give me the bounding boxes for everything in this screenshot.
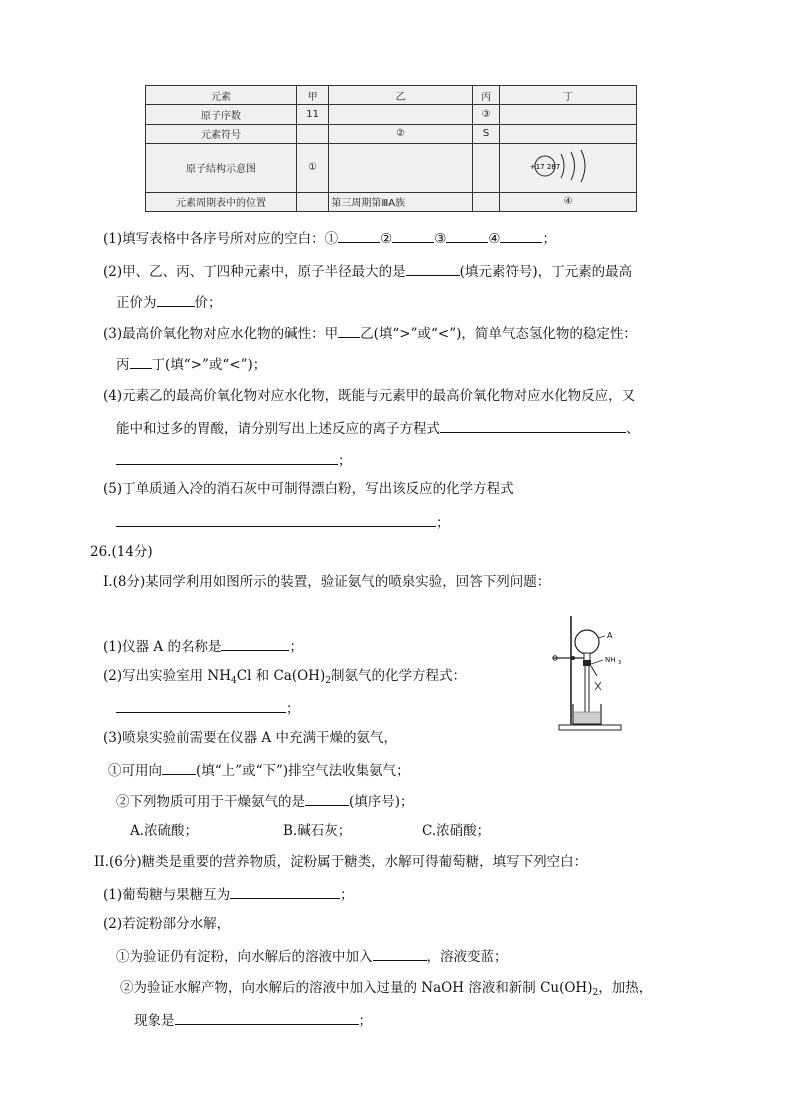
q25-5: (5)丁单质通入冷的消石灰中可制得漂白粉，写出该反应的化学方程式 <box>103 481 514 497</box>
table-cell <box>500 105 637 124</box>
q26-part2-intro: II.(6分)糖类是重要的营养物质，淀粉属于糖类，水解可得葡萄糖，填写下列空白： <box>94 854 588 870</box>
element-table <box>145 85 637 212</box>
chlorine-structure-diagram <box>500 143 637 192</box>
table-cell <box>329 143 473 192</box>
table-cell: ② <box>329 124 473 143</box>
header-ding: 丁 <box>500 86 637 105</box>
table-cell <box>500 124 637 143</box>
answer-blank[interactable] <box>116 698 286 713</box>
label-nh3-sub: 3 <box>618 660 622 666</box>
answer-blank[interactable] <box>446 228 488 243</box>
table-cell: 11 <box>297 105 329 124</box>
answer-blank[interactable] <box>338 323 360 338</box>
answer-blank[interactable] <box>440 418 626 433</box>
table-cell <box>297 192 329 211</box>
q25-4: (4)元素乙的最高价氧化物对应水化物，既能与元素甲的最高价氧化物对应水化物反应，又 <box>103 388 636 404</box>
answer-blank[interactable] <box>116 512 436 527</box>
answer-blank[interactable] <box>175 1010 359 1025</box>
q26-2-line: ； <box>116 698 300 718</box>
q26-part1-intro: I.(8分)某同学利用如图所示的装置，验证氨气的喷泉实验，回答下列问题： <box>103 574 551 590</box>
q25-1: (1)填写表格中各序号所对应的空白：① ② ③ ④ ； <box>103 228 556 248</box>
q25-2: (2)甲、乙、丙、丁四种元素中，原子半径最大的是 (填元素符号)，丁元素的最高 <box>103 261 632 281</box>
header-jia: 甲 <box>297 86 329 105</box>
row-label-position: 元素周期表中的位置 <box>146 192 297 211</box>
q25-5-line: ； <box>116 512 450 532</box>
q25-3: (3)最高价氧化物对应水化物的碱性：甲 乙(填“>”或“<”)，简单气态氢化物的稳定性： <box>103 323 637 343</box>
answer-blank[interactable] <box>406 261 460 276</box>
answer-blank[interactable] <box>157 292 195 307</box>
q26-p2-2-1: ①为验证仍有淀粉，向水解后的溶液中加入 ，溶液变蓝； <box>116 946 508 966</box>
table-cell: ④ <box>500 192 637 211</box>
table-cell <box>297 124 329 143</box>
q26-p2-2: (2)若淀粉部分水解， <box>103 916 231 932</box>
q25-3-cont: 丙 丁(填“>”或“<”)； <box>116 354 266 374</box>
answer-blank[interactable] <box>373 946 427 961</box>
answer-blank[interactable] <box>116 450 338 465</box>
option-c: C.浓硝酸； <box>422 823 491 839</box>
answer-blank[interactable] <box>338 228 380 243</box>
q26-3-1: ①可用向 (填“上”或“下”)排空气法收集氨气； <box>108 760 410 780</box>
answer-blank[interactable] <box>500 228 542 243</box>
header-bing: 丙 <box>472 86 499 105</box>
table-cell: S <box>472 124 499 143</box>
label-nh3: NH <box>605 656 616 664</box>
header-yi: 乙 <box>329 86 473 105</box>
answer-blank[interactable] <box>230 884 340 899</box>
q25-2-cont: 正价为 价； <box>116 292 222 312</box>
nucleus-label: +17 287 <box>529 163 561 172</box>
answer-blank[interactable] <box>162 760 196 775</box>
q25-4-cont: 能中和过多的胃酸，请分别写出上述反应的离子方程式 、 <box>116 418 640 438</box>
q26-p2-2-3: 现象是 ； <box>134 1010 372 1030</box>
row-label-structure: 原子结构示意图 <box>146 143 297 192</box>
header-element: 元素 <box>146 86 297 105</box>
row-label-atomic-number: 原子序数 <box>146 105 297 124</box>
answer-blank[interactable] <box>392 228 434 243</box>
q26-2: (2)写出实验室用 $NH_4Cl$ 和 $Ca(OH)_2$制氨气的化学方程式： <box>103 668 466 686</box>
table-cell: ① <box>297 143 329 192</box>
table-cell: ③ <box>472 105 499 124</box>
q26-title: 26.(14分) <box>90 544 153 560</box>
q26-1: (1)仪器 A 的名称是 ； <box>103 636 303 656</box>
fountain-apparatus-diagram <box>545 612 645 734</box>
answer-blank[interactable] <box>130 354 152 369</box>
answer-blank[interactable] <box>305 791 349 806</box>
row-label-symbol: 元素符号 <box>146 124 297 143</box>
table-cell <box>472 143 499 192</box>
label-flask-a: A <box>607 631 613 640</box>
option-b: B.碱石灰； <box>283 823 352 839</box>
q25-4-line2: ； <box>116 450 352 470</box>
answer-blank[interactable] <box>221 636 289 651</box>
table-cell <box>329 105 473 124</box>
option-a: A.浓硫酸； <box>130 823 199 839</box>
q26-3-2: ②下列物质可用于干燥氨气的是 (填序号)； <box>116 791 414 811</box>
q26-3: (3)喷泉实验前需要在仪器 A 中充满干燥的氨气， <box>103 730 397 746</box>
q26-p2-1: (1)葡萄糖与果糖互为 ； <box>103 884 354 904</box>
q26-p2-2-2: ②为验证水解产物，向水解后的溶液中加入过量的 NaOH 溶液和新制 $Cu(OH)_2$，加热， <box>120 980 653 998</box>
table-cell <box>472 192 499 211</box>
table-cell: 第三周期第ⅢA族 <box>329 192 473 211</box>
